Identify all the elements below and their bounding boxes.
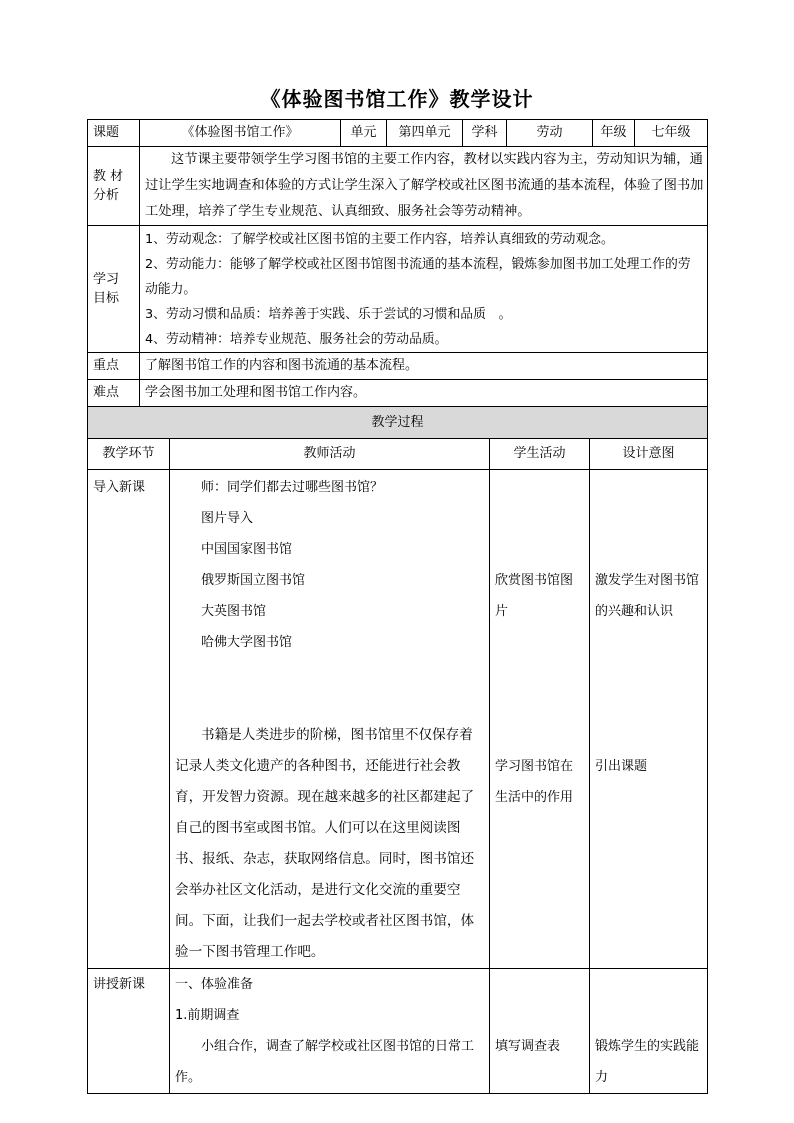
- difficulty-text: 学会图书加工处理和图书馆工作内容。: [140, 380, 708, 407]
- difficulty-label: 难点: [88, 380, 140, 407]
- intro-design-2: 引出课题: [595, 759, 648, 774]
- lecture-student: 填写调查表: [495, 1039, 561, 1054]
- intro-library-name: 哈佛大学图书馆: [201, 635, 293, 650]
- objective-item: 1、劳动观念：了解学校或社区图书馆的主要工作内容，培养认真细致的劳动观念。: [145, 231, 614, 247]
- lesson-info-table: [87, 119, 708, 407]
- lecture-stage-label: 讲授新课: [93, 977, 146, 992]
- intro-student-activity: [490, 470, 590, 969]
- objectives-label-line-2: 目标: [93, 291, 120, 306]
- objective-item: 3、劳动习惯和品质：培养善于实践、乐于尝试的习惯和品质 。: [145, 306, 512, 322]
- topic-label: 课题: [88, 120, 140, 147]
- lecture-design-intent: [590, 969, 708, 1094]
- grade-label: 年级: [593, 120, 635, 147]
- process-header-row: [88, 407, 708, 439]
- objective-item: 2、劳动能力：能够了解学校或社区图书馆图书流通的基本流程，锻炼参加图书加工处理工作的劳动能力。: [145, 256, 691, 297]
- document-title: 《体验图书馆工作》教学设计: [260, 87, 534, 111]
- grade-value: 七年级: [635, 120, 708, 147]
- intro-question: 师：同学们都去过哪些图书馆？: [201, 480, 384, 495]
- key-point-row: [88, 353, 708, 380]
- intro-teacher-activity: [170, 470, 490, 969]
- intro-design-1: 激发学生对图书馆的兴趣和认识: [595, 573, 700, 619]
- info-row: [88, 120, 708, 147]
- process-columns-row: [88, 439, 708, 470]
- subject-label: 学科: [463, 120, 507, 147]
- difficulty-row: [88, 380, 708, 407]
- objectives-list: [140, 226, 708, 353]
- analysis-text: 这节课主要带领学生学习图书馆的主要工作内容，教材以实践内容为主，劳动知识为辅，通过让学生实地调查和体验的方式让学生深入了解学校或社区图书流通的基本流程，体验了图书加工处理，培养了学生专业规范、认真细致、服务社会等劳动精神。: [140, 147, 708, 226]
- unit-value: 第四单元: [387, 120, 463, 147]
- intro-stage-label: 导入新课: [93, 480, 146, 495]
- intro-stage: [88, 470, 170, 969]
- intro-paragraph: 书籍是人类进步的阶梯，图书馆里不仅保存着记录人类文化遗产的各种图书，还能进行社会教育，开发智力资源。现在越来越多的社区都建起了自己的图书室或图书馆。人们可以在这里阅读图书、报纸、杂志，获取网络信息。同时，图书馆还会举办社区文化活动，是进行文化交流的重要空间。下面，让我们一起去学校或者社区图书馆，体验一下图书管理工作吧。: [175, 727, 475, 960]
- process-header: 教学过程: [88, 407, 708, 439]
- key-point-text: 了解图书馆工作的内容和图书流通的基本流程。: [140, 353, 708, 380]
- unit-label: 单元: [341, 120, 387, 147]
- lecture-text: 小组合作，调查了解学校或社区图书馆的日常工作。: [175, 1039, 475, 1085]
- column-header-stage: 教学环节: [88, 439, 170, 470]
- analysis-label-line-1: 教 材: [93, 168, 124, 184]
- analysis-label: [88, 147, 140, 226]
- analysis-row: [88, 147, 708, 226]
- objectives-label: [88, 226, 140, 353]
- lecture-student-activity: [490, 969, 590, 1094]
- objective-item: 4、劳动精神：培养专业规范、服务社会的劳动品质。: [145, 331, 448, 347]
- lecture-heading: 一、体验准备: [175, 977, 254, 992]
- intro-library-name: 大英图书馆: [201, 604, 267, 619]
- objectives-row: [88, 226, 708, 353]
- column-header-student: 学生活动: [490, 439, 590, 470]
- lecture-row: [88, 969, 708, 1094]
- topic-value: 《体验图书馆工作》: [140, 120, 341, 147]
- intro-library-name: 中国国家图书馆: [201, 542, 293, 557]
- lecture-teacher-activity: [170, 969, 490, 1094]
- intro-student-1: 欣赏图书馆图片: [495, 573, 574, 619]
- intro-line: 图片导入: [201, 511, 254, 526]
- intro-library-name: 俄罗斯国立图书馆: [201, 573, 306, 588]
- lecture-design: 锻炼学生的实践能力: [595, 1039, 700, 1085]
- column-header-design: 设计意图: [590, 439, 708, 470]
- column-header-teacher: 教师活动: [170, 439, 490, 470]
- teaching-process-table: [87, 406, 708, 1094]
- lecture-subheading: 1.前期调查: [175, 1008, 240, 1023]
- key-point-label: 重点: [88, 353, 140, 380]
- lecture-stage: [88, 969, 170, 1094]
- subject-value: 劳动: [507, 120, 593, 147]
- intro-row: [88, 470, 708, 969]
- intro-design-intent: [590, 470, 708, 969]
- objectives-label-line-1: 学习: [93, 271, 120, 287]
- analysis-label-line-2: 分析: [93, 188, 120, 203]
- intro-student-2: 学习图书馆在生活中的作用: [495, 759, 574, 805]
